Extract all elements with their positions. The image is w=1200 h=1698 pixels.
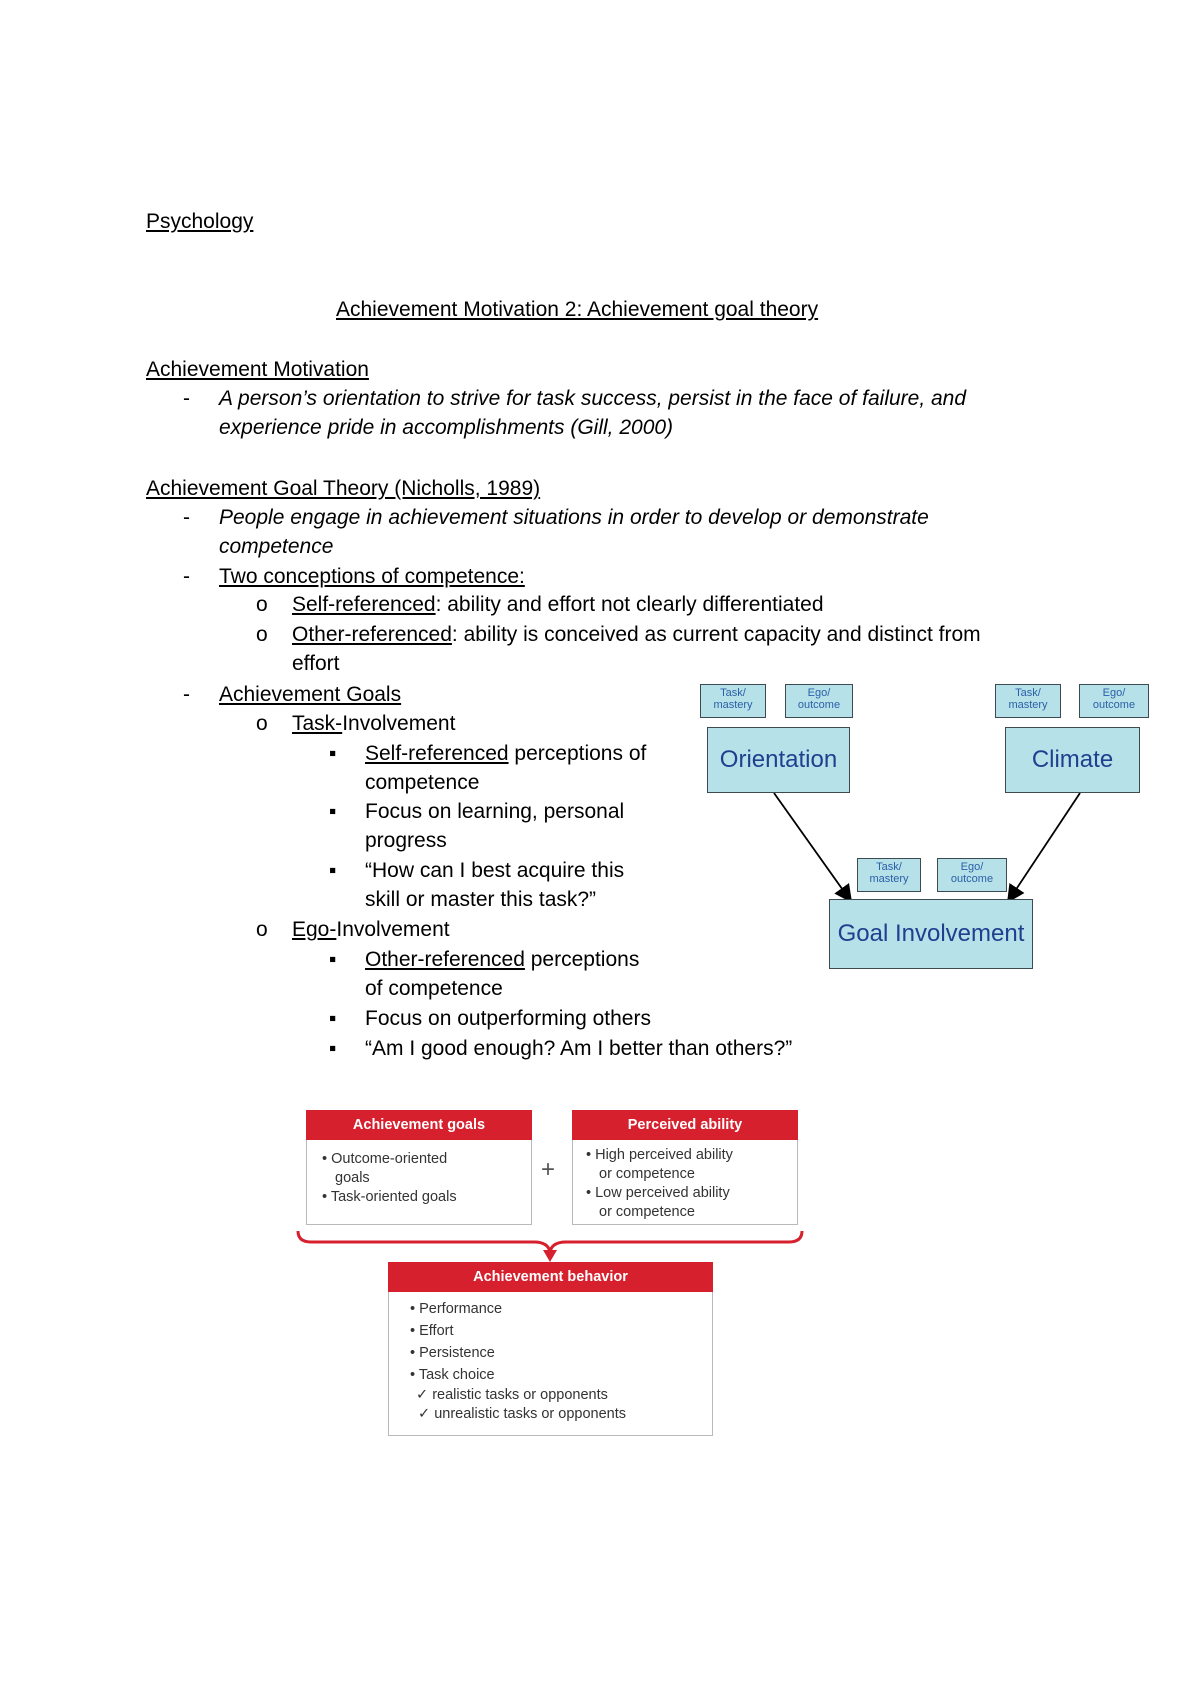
achievement-goals-label: Achievement Goals: [219, 683, 402, 706]
climate-box: Climate: [1005, 727, 1140, 793]
orientation-arrow: [774, 793, 850, 900]
circle-marker: o: [256, 712, 268, 735]
orientation-box: Orientation: [707, 727, 850, 793]
list-item: • High perceived ability: [586, 1147, 733, 1163]
section-heading-goal-theory: Achievement Goal Theory (Nicholls, 1989): [146, 477, 541, 500]
list-item: • Performance: [410, 1301, 503, 1317]
task-bullet-cont: competence: [365, 771, 480, 794]
goal-involvement-box: Goal Involvement: [829, 899, 1033, 969]
task-bullet-rest: perceptions of: [508, 742, 647, 765]
page-title: Achievement Motivation 2: Achievement goal theory: [336, 298, 819, 321]
ego-bullet: “Am I good enough? Am I better than others?”: [365, 1037, 793, 1060]
other-referenced-cont: effort: [292, 652, 340, 675]
list-item: • Task-oriented goals: [322, 1189, 457, 1205]
list-item: • Effort: [410, 1323, 454, 1339]
circle-marker: o: [256, 918, 268, 941]
task-mastery-tag: Task/ mastery: [857, 858, 921, 892]
list-item: or competence: [599, 1204, 695, 1220]
ego-bullet: Focus on outperforming others: [365, 1007, 651, 1030]
list-item: or competence: [599, 1166, 695, 1182]
climate-arrow: [1009, 793, 1080, 900]
task-mastery-tag: Task/ mastery: [700, 684, 766, 718]
list-item: • Persistence: [410, 1345, 495, 1361]
dash-marker: -: [183, 506, 190, 529]
task-bullet-cont: progress: [365, 829, 447, 852]
involvement-term: Involvement: [336, 918, 450, 941]
dash-marker: -: [183, 683, 190, 706]
other-referenced-term: Other-referenced: [365, 948, 525, 971]
list-item: ✓ unrealistic tasks or opponents: [418, 1406, 627, 1422]
dash-marker: -: [183, 387, 190, 410]
perceived-ability-list: [586, 1146, 733, 1222]
check-icon: ✓: [418, 1406, 431, 1422]
square-marker: ▪: [329, 1037, 337, 1060]
achievement-behavior-list: [410, 1298, 626, 1424]
circle-marker: o: [256, 593, 268, 616]
square-marker: ▪: [329, 859, 337, 882]
square-marker: ▪: [329, 948, 337, 971]
involvement-term: Involvement: [342, 712, 456, 735]
achievement-goals-list: [322, 1150, 457, 1207]
task-mastery-tag: Task/ mastery: [995, 684, 1061, 718]
other-referenced-desc: : ability is conceived as current capacity and distinct from: [451, 623, 981, 646]
section-heading-achievement-motivation: Achievement Motivation: [146, 358, 369, 381]
task-term: Task-: [292, 712, 343, 735]
course-heading: Psychology: [146, 210, 254, 233]
list-item: • Low perceived ability: [586, 1185, 730, 1201]
ego-bullet-cont: of competence: [365, 977, 503, 1000]
square-marker: ▪: [329, 800, 337, 823]
ego-outcome-tag: Ego/ outcome: [1079, 684, 1149, 718]
list-item: ✓ realistic tasks or opponents: [416, 1387, 608, 1403]
ego-outcome-tag: Ego/ outcome: [937, 858, 1007, 892]
task-bullet: “How can I best acquire this: [365, 859, 625, 882]
task-bullet: Focus on learning, personal: [365, 800, 625, 823]
definition-line: A person’s orientation to strive for task success, persist in the face of failure, and: [219, 387, 967, 410]
ego-term: Ego-: [292, 918, 337, 941]
ego-bullet-rest: perceptions: [524, 948, 640, 971]
square-marker: ▪: [329, 742, 337, 765]
achievement-behavior-header: Achievement behavior: [388, 1262, 713, 1292]
ego-outcome-tag: Ego/ outcome: [785, 684, 853, 718]
task-bullet-cont: skill or master this task?”: [365, 888, 597, 911]
definition-line: experience pride in accomplishments (Gill, 2000): [219, 416, 674, 439]
self-referenced-desc: : ability and effort not clearly differentiated: [435, 593, 824, 616]
theory-point: competence: [219, 535, 334, 558]
square-marker: ▪: [329, 1007, 337, 1030]
circle-marker: o: [256, 623, 268, 646]
self-referenced-term: Self-referenced: [365, 742, 509, 765]
plus-sign: +: [541, 1156, 556, 1183]
perceived-ability-header: Perceived ability: [572, 1110, 798, 1140]
merge-bracket: [295, 1228, 805, 1264]
list-item: • Outcome-oriented: [322, 1151, 448, 1167]
dash-marker: -: [183, 565, 190, 588]
check-icon: ✓: [416, 1387, 429, 1403]
list-item: goals: [335, 1170, 370, 1186]
competence-conceptions-label: Two conceptions of competence:: [219, 565, 525, 588]
list-item: • Task choice: [410, 1367, 495, 1383]
other-referenced-term: Other-referenced: [292, 623, 452, 646]
theory-point: People engage in achievement situations in order to develop or demonstrate: [219, 506, 929, 529]
achievement-goals-header: Achievement goals: [306, 1110, 532, 1140]
self-referenced-term: Self-referenced: [292, 593, 436, 616]
